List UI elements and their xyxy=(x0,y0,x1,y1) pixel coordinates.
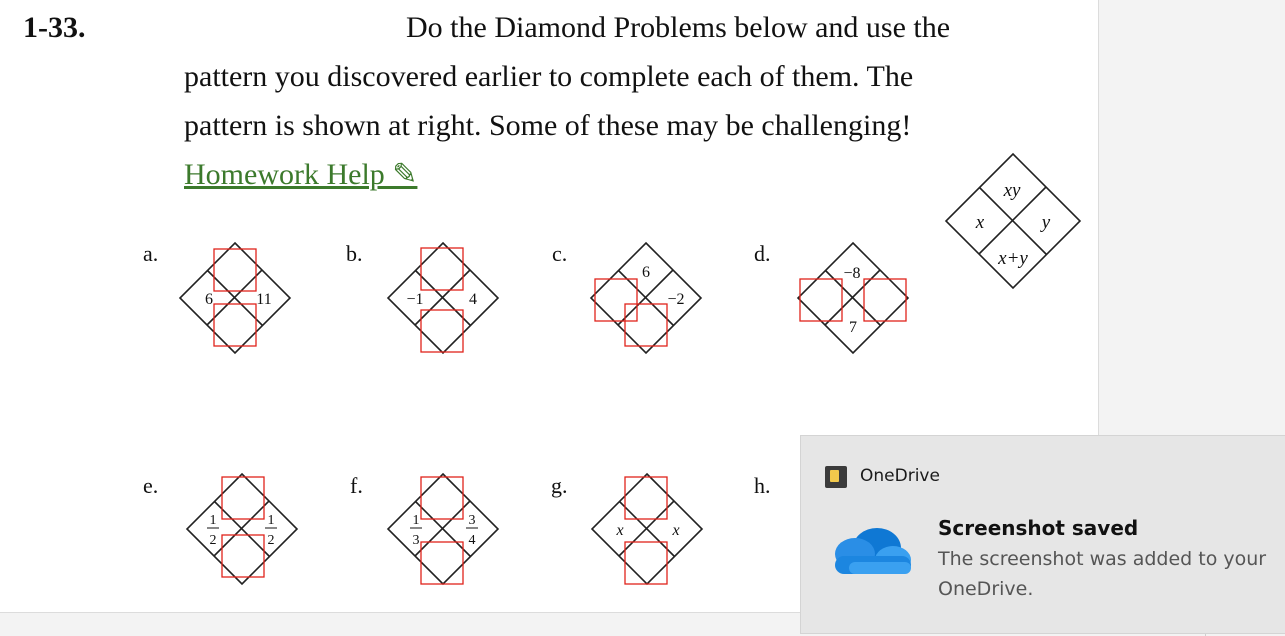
problem-label-c: c. xyxy=(552,241,568,266)
onedrive-cloud-icon xyxy=(827,526,913,582)
instructions-line-3: pattern is shown at right. Some of these may be challenging! xyxy=(184,109,912,142)
g-right-value: x xyxy=(672,522,680,539)
e-left-denominator: 2 xyxy=(209,533,217,548)
notification-title: Screenshot saved xyxy=(938,516,1139,540)
f-left-denominator: 3 xyxy=(412,533,420,548)
notification-app-name: OneDrive xyxy=(860,466,940,486)
pattern-left: x xyxy=(975,212,985,233)
instructions-line-2: pattern you discovered earlier to complete each of them. The xyxy=(184,60,914,93)
e-right-numerator: 1 xyxy=(267,513,275,528)
instructions-line-1: Do the Diamond Problems below and use the xyxy=(406,11,951,44)
problem-number: 1-33. xyxy=(23,11,86,44)
pattern-bottom: x+y xyxy=(998,248,1028,269)
problem-label-a: a. xyxy=(143,241,159,266)
problem-label-f: f. xyxy=(350,473,363,498)
e-left-numerator: 1 xyxy=(209,513,217,528)
problem-label-e: e. xyxy=(143,473,159,498)
homework-help-link[interactable]: Homework Help ✎ xyxy=(184,158,418,191)
problem-label-h: h. xyxy=(754,473,771,498)
notification-body: The screenshot was added to your OneDrive. xyxy=(938,548,1267,600)
a-right-value: 11 xyxy=(256,291,272,308)
a-left-value: 6 xyxy=(205,291,213,308)
b-right-value: 4 xyxy=(469,291,477,308)
pattern-right: y xyxy=(1041,212,1051,233)
c-top-value: 6 xyxy=(642,264,650,281)
f-right-numerator: 3 xyxy=(468,513,476,528)
onedrive-app-icon xyxy=(825,466,847,488)
c-right-value: −2 xyxy=(667,291,685,308)
d-bottom-value: 7 xyxy=(849,319,857,336)
f-left-numerator: 1 xyxy=(412,513,420,528)
b-left-value: −1 xyxy=(406,291,424,308)
problem-label-d: d. xyxy=(754,241,771,266)
d-top-value: −8 xyxy=(843,265,861,282)
f-right-denominator: 4 xyxy=(468,533,476,548)
g-left-value: x xyxy=(616,522,624,539)
pattern-top: xy xyxy=(1003,180,1021,201)
problem-label-b: b. xyxy=(346,241,363,266)
e-right-denominator: 2 xyxy=(267,533,275,548)
onedrive-notification[interactable] xyxy=(800,435,1285,634)
problem-label-g: g. xyxy=(551,473,568,498)
